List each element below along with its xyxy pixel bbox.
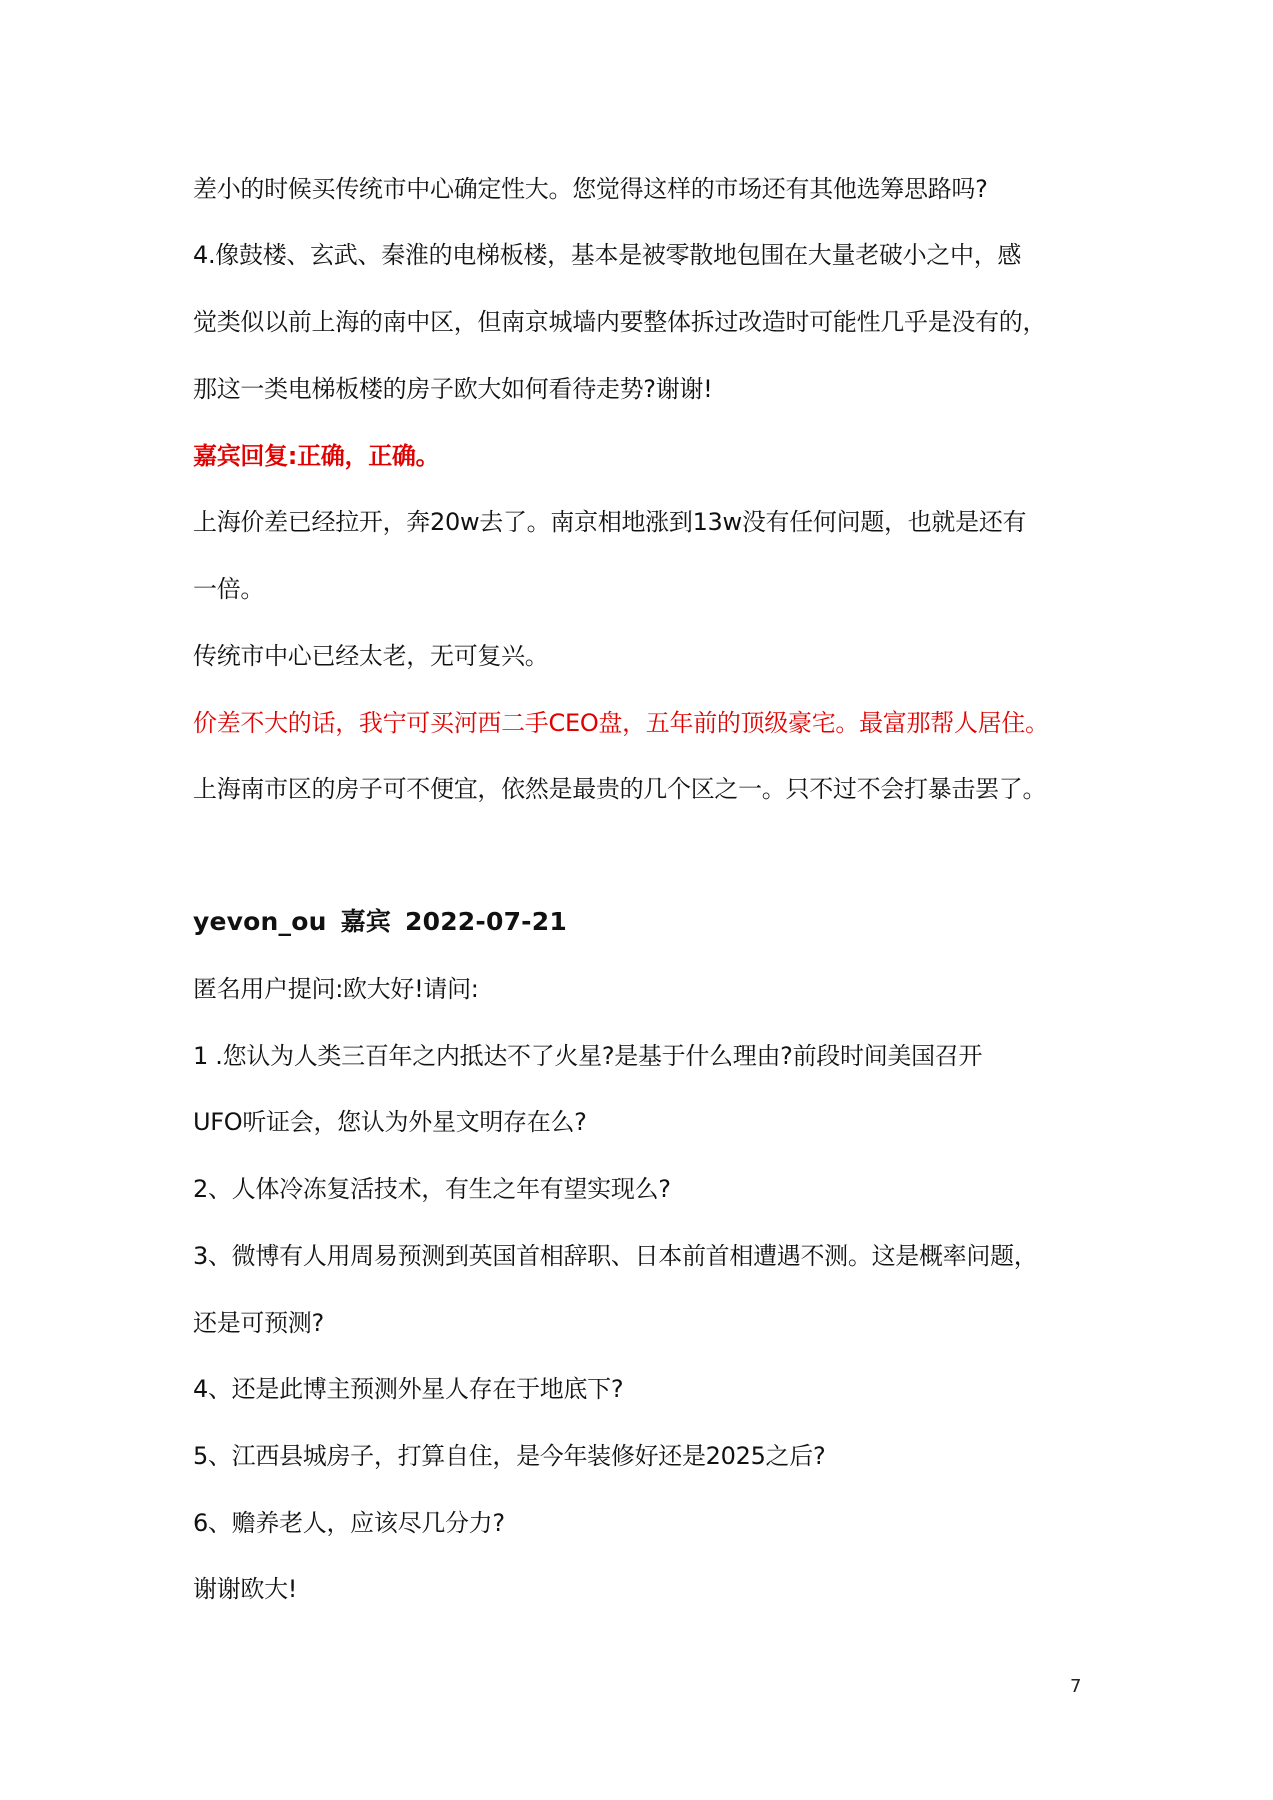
post-header	[193, 905, 1093, 939]
question-line: 1 .您认为人类三百年之内抵达不了火星?是基于什么理由?前段时间美国召开	[193, 1042, 983, 1070]
paragraph-line: 觉类似以前上海的南中区，但南京城墙内要整体拆过改造时可能性几乎是没有的，	[193, 308, 1047, 336]
paragraph-line: 传统市中心已经太老，无可复兴。	[193, 642, 549, 670]
post-author: yevon_ou	[193, 907, 327, 936]
question-line: UFO听证会，您认为外星文明存在么?	[193, 1108, 587, 1136]
paragraph-line: 上海南市区的房子可不便宜，依然是最贵的几个区之一。只不过不会打暴击罢了。	[193, 775, 1047, 803]
question-line: 6、赡养老人，应该尽几分力?	[193, 1509, 505, 1537]
paragraph-line: 4.像鼓楼、玄武、秦淮的电梯板楼，基本是被零散地包围在大量老破小之中，感	[193, 241, 1022, 269]
question-line: 还是可预测?	[193, 1309, 324, 1337]
paragraph-line: 差小的时候买传统市中心确定性大。您觉得这样的市场还有其他选筹思路吗?	[193, 175, 988, 203]
question-line: 3、微博有人用周易预测到英国首相辞职、日本前首相遭遇不测。这是概率问题，	[193, 1242, 1038, 1270]
post-role: 嘉宾	[340, 907, 392, 936]
highlighted-paragraph: 价差不大的话，我宁可买河西二手CEO盘，五年前的顶级豪宅。最富那帮人居住。	[193, 709, 1049, 737]
guest-reply-heading: 嘉宾回复:正确，正确。	[193, 442, 440, 470]
question-line: 4、还是此博主预测外星人存在于地底下?	[193, 1375, 624, 1403]
question-line: 5、江西县城房子，打算自住，是今年装修好还是2025之后?	[193, 1442, 826, 1470]
question-line: 匿名用户提问:欧大好!请问:	[193, 975, 479, 1003]
question-line: 2、人体冷冻复活技术，有生之年有望实现么?	[193, 1175, 671, 1203]
post-date: 2022-07-21	[405, 907, 567, 936]
paragraph-line: 一倍。	[193, 575, 265, 603]
question-line: 谢谢欧大!	[193, 1575, 298, 1603]
page-number: 7	[1070, 1676, 1082, 1697]
paragraph-line: 上海价差已经拉开，奔20w去了。南京相地涨到13w没有任何问题，也就是还有	[193, 508, 1027, 536]
paragraph-line: 那这一类电梯板楼的房子欧大如何看待走势?谢谢!	[193, 375, 713, 403]
